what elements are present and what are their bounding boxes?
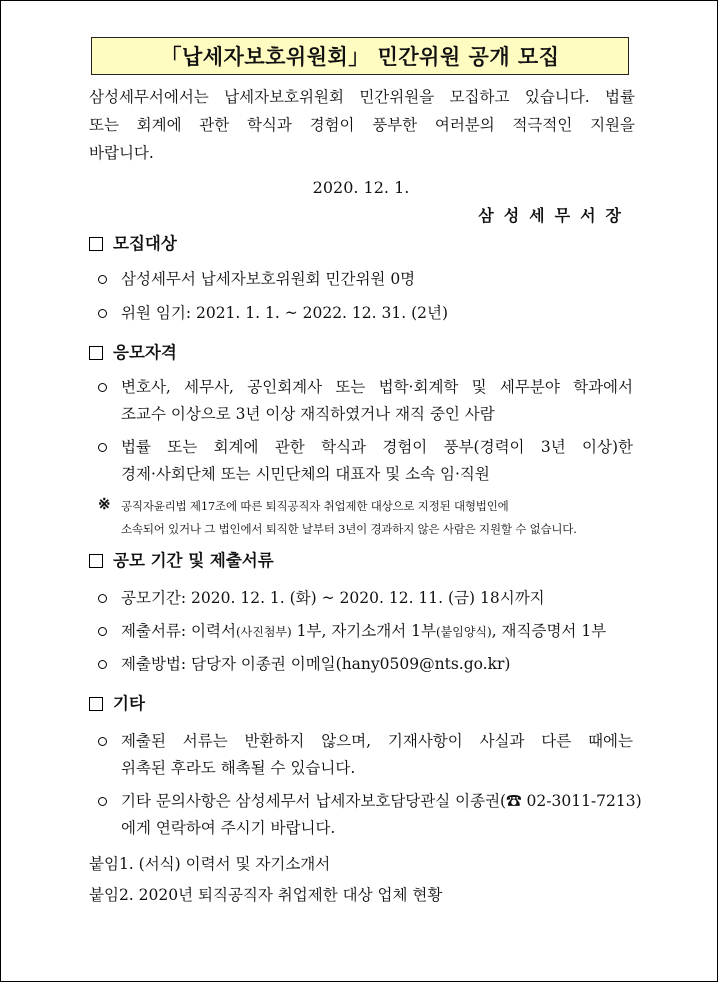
section-heading-label: 모집대상 (113, 234, 177, 253)
section-heading-label: 공모 기간 및 제출서류 (113, 551, 274, 570)
list-item-text: 제출된 서류는 반환하지 않으며, 기재사항이 사실과 다른 때에는 (121, 732, 633, 750)
list-item (98, 654, 510, 674)
list-item-continuation: 조교수 이상으로 3년 이상 재직하였거나 재직 중인 사람 (121, 405, 495, 423)
circle-bullet-icon (98, 309, 107, 318)
list-item (98, 437, 633, 457)
list-item (98, 731, 633, 751)
note-mark: ※ (98, 495, 111, 513)
list-item-continuation: 위촉된 후라도 해촉될 수 있습니다. (121, 759, 356, 777)
attachment-1: 붙임1. (서식) 이력서 및 자기소개서 (89, 855, 331, 873)
section-heading-other (89, 694, 145, 714)
circle-bullet-icon (98, 275, 107, 284)
photo-note: (사진첨부) (235, 625, 292, 639)
document-date: 2020. 12. 1. (312, 178, 410, 197)
list-item-text: 제출방법: 담당자 이종권 이메일(hany0509@nts.go.kr) (121, 655, 511, 673)
attachment-2: 붙임2. 2020년 퇴직공직자 취업제한 대상 업체 현황 (89, 886, 443, 904)
intro-line-1: 삼성세무서에서는 납세자보호위원회 민간위원을 모집하고 있습니다. 법률 (89, 88, 635, 106)
list-item-continuation: 경제·사회단체 또는 시민단체의 대표자 및 소속 임·직원 (121, 465, 490, 483)
list-item (98, 377, 633, 397)
section-heading-period (89, 551, 274, 571)
list-item-text: 공모기간: 2020. 12. 1. (화) ~ 2020. 12. 11. (금) 18시까지 (121, 589, 545, 607)
circle-bullet-icon (98, 737, 107, 746)
list-item-continuation: 에게 연락하여 주시기 바랍니다. (121, 819, 336, 837)
section-heading-label: 응모자격 (113, 343, 177, 362)
circle-bullet-icon (98, 594, 107, 603)
form-note: (붙임양식) (435, 625, 492, 639)
section-heading-target (89, 234, 177, 254)
list-item (98, 588, 545, 608)
intro-line-3: 바랍니다. (89, 144, 154, 162)
circle-bullet-icon (98, 660, 107, 669)
list-item-text: 기타 문의사항은 삼성세무서 납세자보호담당관실 이종권(☎ 02-3011-7213) (121, 792, 642, 810)
list-item-text: 위원 임기: 2021. 1. 1. ~ 2022. 12. 31. (2년) (121, 304, 448, 322)
list-item-text (121, 621, 606, 642)
list-item-text: 삼성세무서 납세자보호위원회 민간위원 0명 (121, 270, 416, 288)
submit-docs-text: , 재직증명서 1부 (491, 622, 607, 640)
list-item (98, 303, 448, 323)
list-item-text: 법률 또는 회계에 관한 학식과 경험이 풍부(경력이 3년 이상)한 (121, 438, 633, 456)
note-line-2: 소속되어 있거나 그 법인에서 퇴직한 날부터 3년이 경과하지 않은 사람은 지원할 수 없습니다. (121, 522, 577, 536)
list-item (98, 269, 415, 289)
section-heading-qualification (89, 343, 177, 363)
note-line-1: 공직자윤리법 제17조에 따른 퇴직공직자 취업제한 대상으로 지정된 대형법인에 (121, 499, 509, 513)
circle-bullet-icon (98, 627, 107, 636)
checkbox-square-icon (89, 554, 103, 568)
circle-bullet-icon (98, 443, 107, 452)
list-item (98, 621, 606, 642)
circle-bullet-icon (98, 383, 107, 392)
submit-docs-text: 1부, 자기소개서 1부 (291, 622, 436, 640)
checkbox-square-icon (89, 346, 103, 360)
submit-docs-text: 제출서류: 이력서 (121, 622, 236, 640)
circle-bullet-icon (98, 797, 107, 806)
intro-line-2: 또는 회계에 관한 학식과 경험이 풍부한 여러분의 적극적인 지원을 (89, 116, 635, 134)
section-heading-label: 기타 (113, 694, 145, 713)
list-item-text: 변호사, 세무사, 공인회계사 또는 법학·회계학 및 세무분야 학과에서 (121, 378, 633, 396)
page-title: 「납세자보호위원회」 민간위원 공개 모집 (91, 37, 629, 75)
signature: 삼성세무서장 (478, 206, 631, 225)
checkbox-square-icon (89, 697, 103, 711)
list-item (98, 791, 642, 811)
checkbox-square-icon (89, 237, 103, 251)
